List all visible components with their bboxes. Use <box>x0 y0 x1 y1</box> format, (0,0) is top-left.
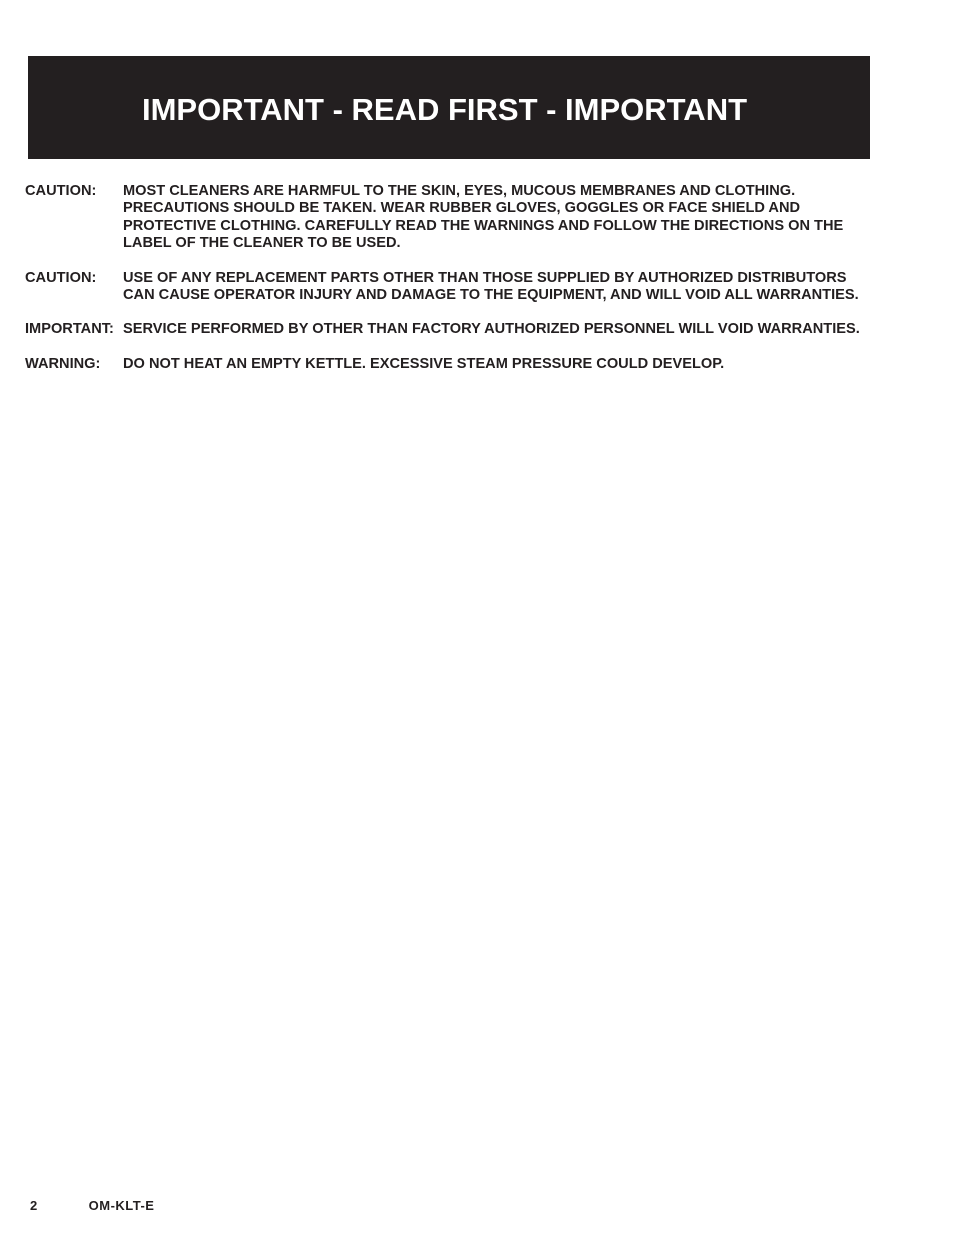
notice-caution-parts <box>25 270 870 305</box>
notice-important-service <box>25 321 870 338</box>
notice-label: IMPORTANT: <box>25 321 114 338</box>
document-code: OM-KLT-E <box>88 1198 155 1213</box>
notice-text: DO NOT HEAT AN EMPTY KETTLE. EXCESSIVE STEAM PRESSURE COULD DEVELOP. <box>123 355 725 372</box>
notice-text: SERVICE PERFORMED BY OTHER THAN FACTORY AUTHORIZED PERSONNEL WILL VOID WARRANTIES. <box>123 321 860 338</box>
notice-label: CAUTION: <box>25 269 97 286</box>
page-title: IMPORTANT - READ FIRST - IMPORTANT <box>142 92 748 127</box>
notice-warning-kettle <box>25 356 870 373</box>
notice-caution-cleaners <box>25 183 870 253</box>
notice-text: USE OF ANY REPLACEMENT PARTS OTHER THAN THOSE SUPPLIED BY AUTHORIZED DISTRIBUTORS CAN CAUSE OPERATOR INJURY AND DAMAGE TO THE EQUIPMENT, AND WILL VOID ALL WARRANTIES. <box>123 269 859 304</box>
notice-text: MOST CLEANERS ARE HARMFUL TO THE SKIN, EYES, MUCOUS MEMBRANES AND CLOTHING. PRECAUTIONS SHOULD BE TAKEN. WEAR RUBBER GLOVES, GOGGLES OR FACE SHIELD AND PROTECTIVE CLOTHING. CAREFULLY READ THE WARNINGS AND FOLLOW THE DIRECTIONS ON THE LABEL OF THE CLEANER TO BE USED. <box>123 183 844 252</box>
notice-label: WARNING: <box>25 355 101 372</box>
page-footer <box>30 1198 154 1214</box>
page-number: 2 <box>30 1198 38 1213</box>
notice-label: CAUTION: <box>25 183 97 199</box>
header-banner <box>28 56 870 159</box>
notices-list <box>25 183 870 390</box>
